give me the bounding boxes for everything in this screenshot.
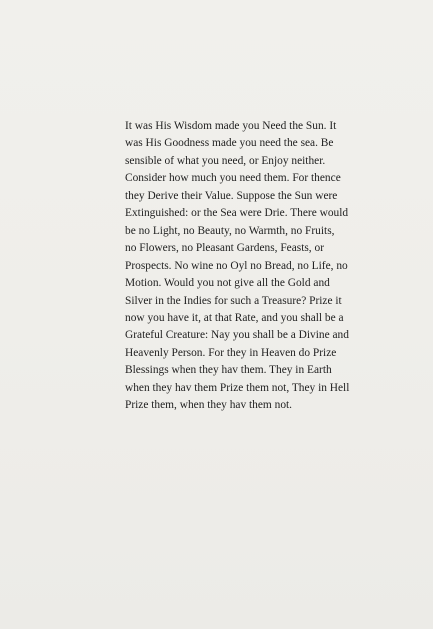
text-line: Motion. Would you not give all the Gold and — [125, 277, 330, 290]
text-line: they Derive their Value. Suppose the Sun were — [125, 189, 338, 202]
text-line: It was His Wisdom made you Need the Sun. It — [125, 120, 337, 132]
text-line: sensible of what you need, or Enjoy neither. — [125, 154, 326, 167]
text-line: no Flowers, no Pleasant Gardens, Feasts, or — [125, 242, 324, 255]
text-block — [125, 118, 425, 415]
text-line: was His Goodness made you need the sea. Be — [125, 137, 334, 150]
text-line: be no Light, no Beauty, no Warmth, no Fruits, — [125, 224, 335, 237]
text-line: Grateful Creature: Nay you shall be a Divine and — [125, 329, 349, 342]
text-line: Blessings when they hav them. They in Earth — [125, 364, 332, 377]
text-line: Consider how much you need them. For thence — [125, 172, 341, 185]
text-line: now you have it, at that Rate, and you shall be a — [125, 311, 344, 324]
text-line: Prospects. No wine no Oyl no Bread, no Life, no — [125, 259, 348, 272]
text-line: Prize them, when they hav them not. — [125, 399, 293, 412]
text-line: when they hav them Prize them not, They in Hell — [125, 381, 350, 394]
text-line: Heavenly Person. For they in Heaven do Prize — [125, 346, 337, 359]
text-line: Extinguished: or the Sea were Drie. There would — [125, 207, 349, 220]
text-line: Silver in the Indies for such a Treasure? Prize it — [125, 294, 342, 307]
